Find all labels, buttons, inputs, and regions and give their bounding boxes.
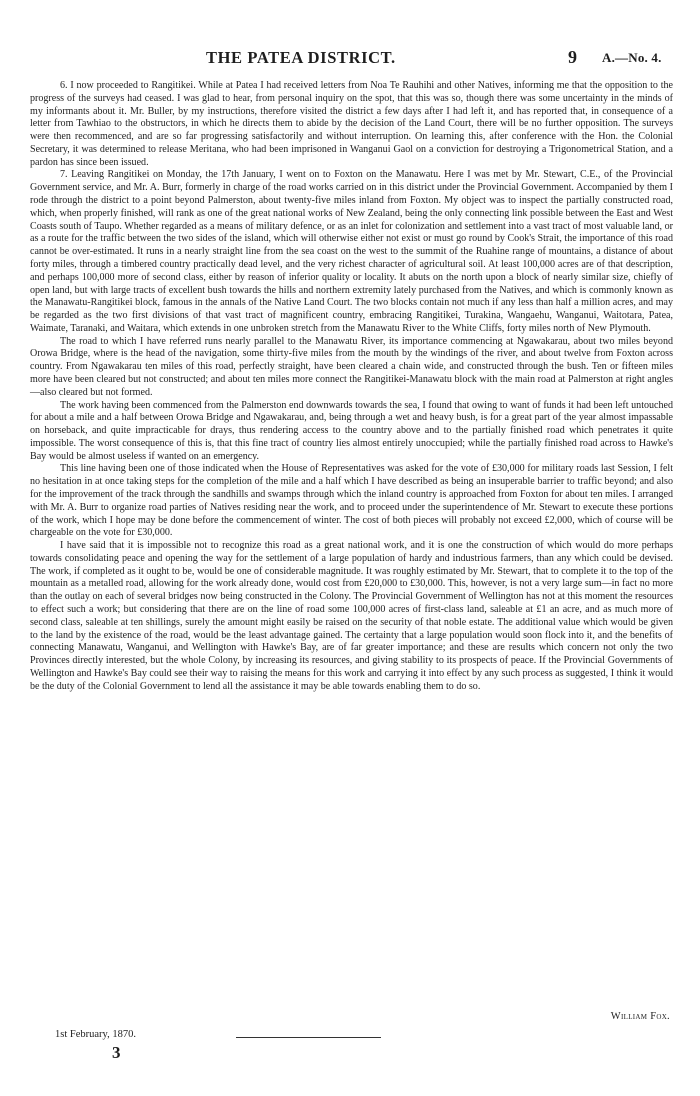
signature-mark: 3 <box>112 1043 121 1062</box>
paragraph-7-foxton: 7. Leaving Rangitikei on Monday, the 17th January, I went on to Foxton on the Manawatu. Here I was met by Mr. Stewart, C.E., of the Provincial Government service, and Mr. A. Burr, formerly in charge of the road works carried on in this district under the Provincial Government. Accompanied by them I rode through the district to a point beyond Palmerston, about twenty-five miles inland from Foxton. My object was to inspect the partially constructed road, which, when properly finished, will rank as one of the great national works of New Zealand, being the only connecting link possible between the East and West Coasts south of Taupo. Whether regarded as a means of military defence, or as an inlet for colonization and settlement into a vast tract of most valuable land, or as a route for the traffic between the two sides of the island, which will otherwise either not exist or must go round by Cook's Strait, the importance of this road cannot be over-estimated. It runs in a nearly straight line from the sea coast on the west to the summit of the Ruahine range of mountains, a distance of about forty miles, through a timbered country practically dead level, and the very richest character of agricultural soil. At least 100,000 acres are of that description, and perhaps 100,000 more of second class, either by reason of inferior quality or locality. It abuts on the north upon a block of nearly similar size, chiefly of open land, but with large tracts of excellent bush towards the hills and northern extremity lately purchased from the Natives, and which is commonly known as the Manawatu-Rangitikei block, famous in the annals of the Native Land Court. The two blocks contain not much if any less than half a million acres, and may be regarded as the two first divisions of that vast tract of magnificent country, embracing Rangitikei, Turakina, Wangaehu, Wanganui, Waitotara, Patea, Waimate, Taranaki, and Waitara, which extends in one unbroken stretch from the Manawatu River to the White Cliffs, forty miles north of New Plymouth. <box>30 169 673 334</box>
paragraph-road-works: The work having been commenced from the Palmerston end downwards towards the sea, I found that owing to want of funds it had been left untouched for about a mile and a half between Orowa Bridge and Ngawakarau, and, being through a wet and heavy bush, is for a great part of the year almost impassable on horseback, and quite impracticable for drays, thus rendering access to the country above and to the partially finished road which penetrates it quite impossible. The worst consequence of this is, that this fine tract of country lies almost entirely unoccupied; while the partially finished road across to Hawke's Bay would be almost useless if wanted on an emergency. <box>30 399 673 462</box>
signature: William Fox. <box>610 1011 670 1022</box>
paragraph-road-description: The road to which I have referred runs nearly parallel to the Manawatu River, its importance commencing at Ngawakarau, about two miles beyond Orowa Bridge, where is the head of the navigation, some thirty-five miles from the mouth by the windings of the river, and about twelve from Foxton across country. From Ngawakarau ten miles of this road, perfectly straight, have been cleared a chain wide, and constructed through the bush. Ten or fifteen miles more have been cleared but not constructed; and about ten miles more connect the Rangitikei-Manawatu block with the main road at Palmerston at right angles—also cleared but not formed. <box>30 335 673 398</box>
body-text <box>30 80 673 694</box>
paragraph-6-rangitikei: 6. I now proceeded to Rangitikei. While at Patea I had received letters from Noa Te Rauhihi and other Natives, informing me that the opposition to the progress of the surveys had ceased. I was glad to hear, from personal inquiry on the spot, that this was so, though there was some uncertainty in the minds of my informants about it. Mr. Buller, by my instructions, therefore visited the district a few days after I had left it, and has reported that, in consequence of a letter from Tawhiao to the obstructors, in which he directs them to abide by the decision of the Land Court, there will be no further opposition. The surveys were then recommenced, and are so far progressing satisfactorily and without interruption. On learning this, after conference with the Hon. the Colonial Secretary, it was determined to release Meritana, who had been imprisoned in Wanganui Gaol on a conviction for destroying a Trigonometrical Station, and a pardon has since been issued. <box>30 80 673 168</box>
document-reference: A.—No. 4. <box>602 50 662 65</box>
paragraph-national-work: I have said that it is impossible not to recognize this road as a great national work, and it is one the construction of which would do more perhaps towards consolidating peace and opening the way for the settlement of a large population of hardy and industrious farmers, than any which could be devised. The work, if completed as it ought to be, would be one of considerable magnitude. It was roughly estimated by Mr. Stewart, that to complete it to the top of the mountain as a metalled road, allowing for the work already done, would cost from £20,000 to £30,000. This, however, is not a very large sum—in fact no more than the outlay on each of several bridges now being constructed in the Colony. The Provincial Government of Wellington has not at this moment the resources to effect such a work; but considering that there are on the line of road some 100,000 acres of first-class land, saleable at £1 an acre, and as much more of second class, saleable at ten shillings, surely the amount might easily be raised on the security of that noble estate. The additional value which would be given to the land by the existence of the road, would be the least advantage gained. The certainty that a large population would soon flock into it, and the benefits of connecting Manawatu, Wanganui, and Wellington with Hawke's Bay, are of far greater importance; and these are results which concern not only the two Provinces directly interested, but the whole Colony, by increasing its resources, and giving stability to its prospects of peace. If the Provincial Governments of Wellington and Hawke's Bay could see their way to raising the means for this work and carrying it into effect by any such process as suggested, I think it would be the duty of the Colonial Government to lend all the assistance it may be able towards enabling them to do so. <box>30 540 673 692</box>
paragraph-military-vote: This line having been one of those indicated when the House of Representatives was asked for the vote of £30,000 for military roads last Session, I felt no hesitation in at once taking steps for the completion of the mile and a half which I have described as being an insuperable barrier to traffic beyond; and also for the improvement of the track through the sandhills and swamps through which the inland country is approached from Foxton for about ten miles. I arranged with Mr. A. Burr to organize road parties of Natives residing near the work, and to proceed under the superintendence of Mr. Stewart to execute these portions of the work, which I hope may be done before the commencement of winter. The cost of both pieces will probably not exceed £2,000, which of course will be chargeable on the vote for £30,000. <box>30 463 673 539</box>
closing-rule <box>236 1037 381 1038</box>
running-title: THE PATEA DISTRICT. <box>206 48 396 67</box>
page-number: 9 <box>568 47 577 67</box>
date-line: 1st February, 1870. <box>55 1029 136 1040</box>
page-header <box>0 48 700 70</box>
